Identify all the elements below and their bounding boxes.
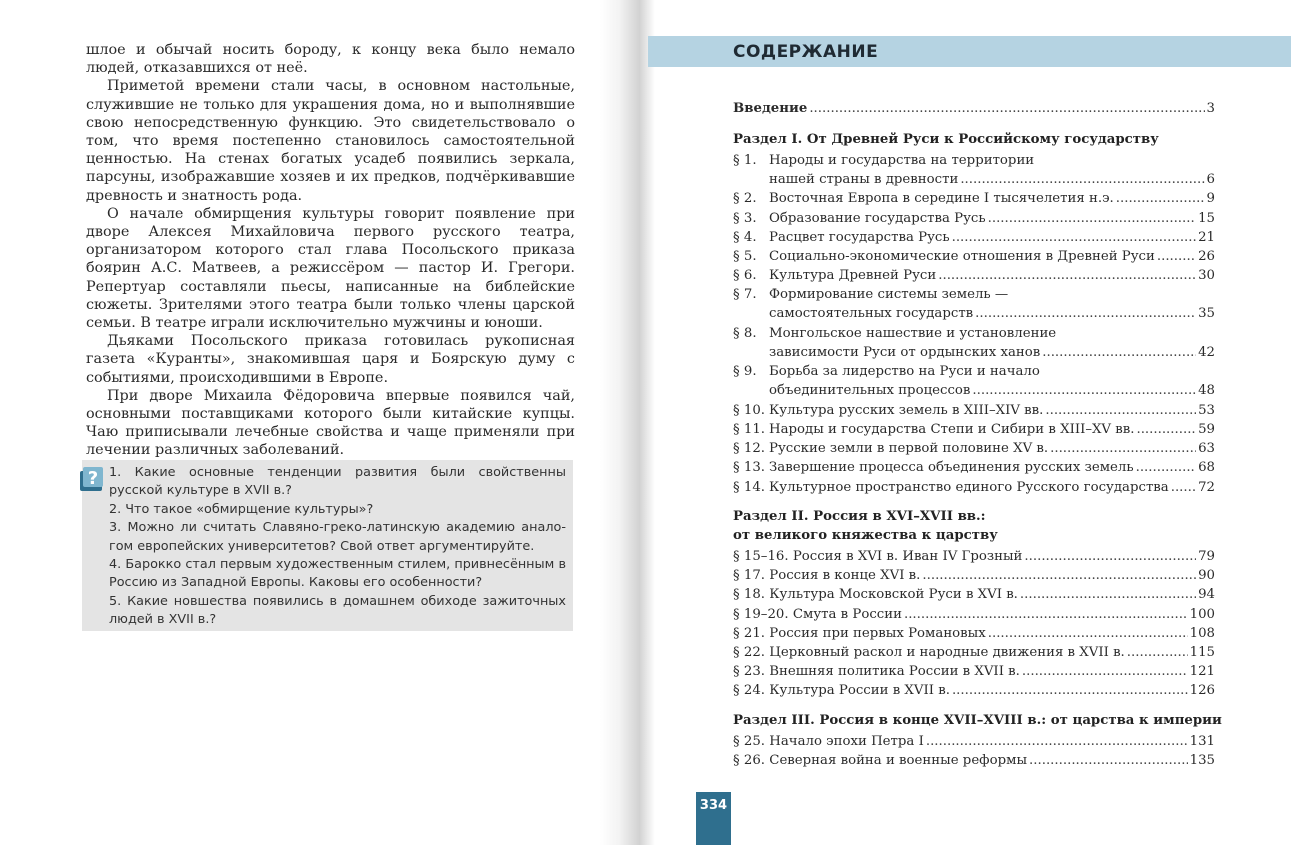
question-item: 4. Барокко стал первым художественным стилем, привнесённым в Россию из Западной Европы. Каковы его особенности? (109, 557, 566, 591)
question-item: 3. Можно ли считать Славяно-греко-латинскую академию аналогом европейских университетов? Свой ответ аргументируйте. (109, 520, 566, 554)
toc-section-1-title[interactable]: Раздел I. От Древней Руси к Российскому государству (733, 132, 1159, 147)
toc-entry[interactable]: § 7. Формирование системы земель — (733, 287, 1009, 302)
svg-text:?: ? (87, 468, 99, 489)
question-item: 5. Какие новшества появились в домашнем обиходе зажиточных людей в XVII в.? (109, 593, 566, 628)
page-number: 334 (699, 798, 728, 813)
paragraph: При дворе Михаила Фёдоровича впервые появился чай, основными поставщиками которого были китайские купцы. Чаю приписывали лечебные свойства и чаще применяли при лечении различных заболеваний. (86, 387, 575, 459)
toc-entry-page: 3 (1206, 101, 1215, 116)
toc-entry[interactable]: § 8. Монгольское нашествие и установление (733, 326, 1057, 341)
question-mark-icon (80, 465, 104, 493)
toc-entry[interactable]: § 24. Культура России в XVII в. ..... 126 (733, 681, 1215, 700)
questions-list (109, 464, 566, 630)
toc-entry[interactable]: § 19–20. Смута в России ..... 100 (733, 605, 1215, 624)
question-item: 2. Что такое «обмирщение культуры»? (109, 501, 374, 517)
toc-entry[interactable]: § 22. Церковный раскол и народные движения в XVII в. ..... 115 (733, 643, 1215, 662)
toc-entry[interactable]: § 18. Культура Московской Руси в XVI в. ..... 94 (733, 585, 1215, 604)
toc-entry[interactable]: § 3. Образование государства Русь ..... 15 (733, 209, 1215, 228)
toc-section-2-subtitle[interactable]: от великого княжества к царству (733, 528, 998, 543)
toc-entry[interactable]: § 13. Завершение процесса объединения русских земель ..... 68 (733, 458, 1215, 477)
toc-entry[interactable]: § 11. Народы и государства Степи и Сибири в XIII–XV вв. ..... 59 (733, 420, 1215, 439)
toc-section-2-title[interactable]: Раздел II. Россия в XVI–XVII вв.: (733, 509, 986, 524)
toc-entry[interactable]: § 25. Начало эпохи Петра I ..... 131 (733, 732, 1215, 751)
toc-entry-title: Введение (733, 101, 808, 116)
toc-entry[interactable]: § 15–16. Россия в XVI в. Иван IV Грозный ..... 79 (733, 547, 1215, 566)
toc-entry[interactable]: § 21. Россия при первых Романовых ..... 108 (733, 624, 1215, 643)
toc-entry[interactable]: § 1. Народы и государства на территории (733, 153, 1035, 168)
paragraph: Приметой времени стали часы, в основном настольные, служившие не только для украшения дома, но и выполнявшие свою непосредственную функцию. Это свидетельствовало о том, что время постепенно становилось самостоятельной ценностью. На стенах богатых усадеб появились зеркала, парсуны, изображавшие хозяев и их предков, подчёркивавшие древность и знатность рода. (86, 78, 575, 204)
question-item: 1. Какие основные тенденции развития были свойственны русской культуре в XVII в.? (109, 465, 566, 499)
paragraph: Дьяками Посольского приказа готовилась рукописная газета «Куранты», знакомившая царя и Боярскую думу с событиями, происходившими в Европе. (86, 333, 575, 386)
toc-entry[interactable]: § 17. Россия в конце XVI в. ..... 90 (733, 566, 1215, 585)
toc-entry[interactable]: § 14. Культурное пространство единого Русского государства ..... 72 (733, 478, 1215, 497)
toc-entry[interactable]: § 6. Культура Древней Руси ..... 30 (733, 266, 1215, 285)
toc-entry[interactable]: нашей страны в древности ..... 6 (733, 170, 1215, 189)
paragraph: О начале обмирщения культуры говорит появление при дворе Алексея Михайловича первого русского театра, организатором которого стал глава Посольского приказа боярин А.С. Матвеев, а режиссёром — пастор И. Грегори. Репертуар составляли пьесы, написанные на библейские сюжеты. Зрителями этого театра были только члены царской семьи. В театре играли исключительно мужчины и юноши. (86, 205, 575, 332)
paragraph: шлое и обычай носить бороду, к концу века было немало людей, отказавшихся от неё. (86, 42, 575, 77)
book-gutter (600, 0, 655, 845)
toc-entry[interactable]: § 26. Северная война и военные реформы ..... 135 (733, 751, 1215, 770)
toc-entry[interactable]: объединительных процессов ..... 48 (733, 381, 1215, 400)
toc-section-3-title[interactable]: Раздел III. Россия в конце XVII–XVIII в.: от царства к империи (733, 713, 1222, 728)
toc-entry[interactable]: § 5. Социально-экономические отношения в Древней Руси ..... 26 (733, 247, 1215, 266)
toc-entry-intro[interactable] (733, 99, 1215, 118)
left-page-body (86, 41, 575, 460)
toc-entry[interactable]: § 2. Восточная Европа в середине I тысячелетия н.э. ..... 9 (733, 189, 1215, 208)
toc-entry[interactable]: § 4. Расцвет государства Русь ..... 21 (733, 228, 1215, 247)
toc-entry[interactable]: § 23. Внешняя политика России в XVII в. ..... 121 (733, 662, 1215, 681)
toc-entry[interactable]: зависимости Руси от ордынских ханов ..... 42 (733, 343, 1215, 362)
toc-title: СОДЕРЖАНИЕ (733, 42, 879, 62)
toc-entry[interactable]: § 9. Борьба за лидерство на Руси и начало (733, 364, 1040, 379)
toc-entry[interactable]: § 10. Культура русских земель в XIII–XIV вв. ..... 53 (733, 401, 1215, 420)
toc-entry[interactable]: самостоятельных государств ..... 35 (733, 304, 1215, 323)
toc-entry[interactable]: § 12. Русские земли в первой половине XV в. ..... 63 (733, 439, 1215, 458)
